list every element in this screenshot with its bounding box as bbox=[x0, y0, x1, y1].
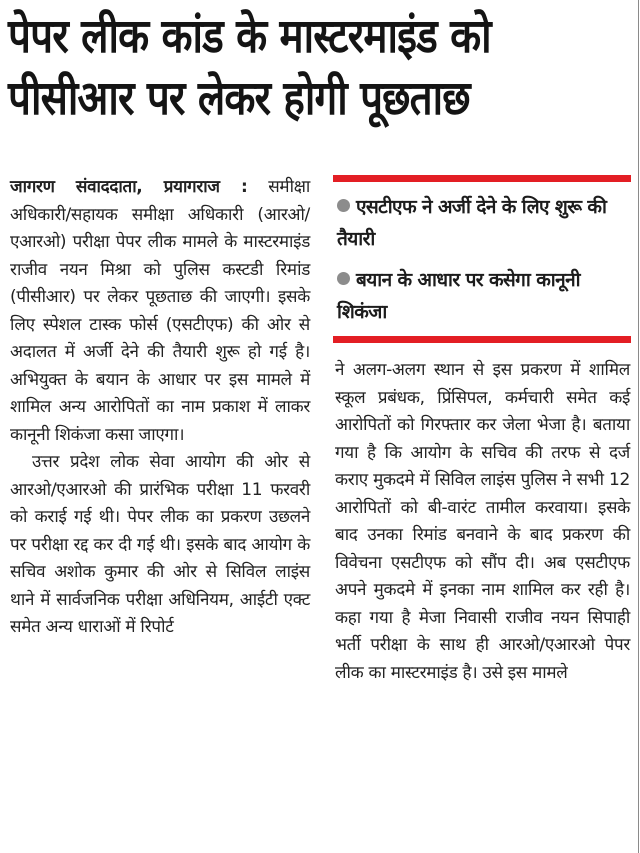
red-divider-bottom bbox=[333, 336, 631, 343]
page-border bbox=[638, 0, 639, 853]
headline-line-1: पेपर लीक कांड के मास्टरमाइंड को bbox=[8, 9, 491, 64]
byline: जागरण संवाददाता, प्रयागराज : bbox=[10, 177, 248, 197]
article-column-left bbox=[10, 174, 310, 642]
bullet-dot-icon bbox=[337, 199, 350, 212]
headline-line-2: पीसीआर पर लेकर होगी पूछताछ bbox=[8, 71, 470, 126]
highlight-item bbox=[337, 264, 627, 328]
article-column-right bbox=[335, 357, 630, 687]
highlights-box bbox=[333, 175, 631, 343]
paragraph-text: समीक्षा अधिकारी/सहायक समीक्षा अधिकारी (आरओ/एआरओ) परीक्षा पेपर लीक मामले के मास्टरमाइंड राजीव नयन मिश्रा को पुलिस कस्टडी रिमांड (पीसीआर) पर लेकर पूछताछ की जाएगी। इसके लिए स्पेशल टास्क फोर्स (एसटीएफ) की ओर से अदालत में अर्जी देने की तैयारी शुरू हो गई है। अभियुक्त के बयान के आधार पर इस मामले में शामिल अन्य आरोपितों का नाम प्रकाश में लाकर कानूनी शिकंजा कसा जाएगा। bbox=[10, 177, 310, 445]
highlight-text: एसटीएफ ने अर्जी देने के लिए शुरू की तैयारी bbox=[337, 196, 607, 250]
article-paragraph: उत्तर प्रदेश लोक सेवा आयोग की ओर से आरओ/एआरओ की प्रारंभिक परीक्षा 11 फरवरी को कराई गई थी। पेपर लीक का प्रकरण उछलने पर परीक्षा रद्द कर दी गई थी। इसके बाद आयोग के सचिव अशोक कुमार की ओर से सिविल लाइंस थाने में सार्वजनिक परीक्षा अधिनियम, आईटी एक्ट समेत अन्य धाराओं में रिपोर्ट bbox=[10, 452, 310, 637]
bullet-dot-icon bbox=[337, 272, 350, 285]
article-paragraph bbox=[10, 174, 310, 449]
headline bbox=[8, 6, 545, 130]
highlight-item bbox=[337, 191, 627, 255]
highlight-text: बयान के आधार पर कसेगा कानूनी शिकंजा bbox=[337, 269, 580, 323]
red-divider-top bbox=[333, 175, 631, 182]
article-paragraph: ने अलग-अलग स्थान से इस प्रकरण में शामिल स्कूल प्रबंधक, प्रिंसिपल, कर्मचारी समेत कई आरोपितों को गिरफ्तार कर जेला भेजा है। बताया गया है कि आयोग के सचिव की तरफ से दर्ज कराए मुकदमे में सिविल लाइंस पुलिस ने सभी 12 आरोपितों को बी-वारंट तामील करवाया। इसके बाद उनका रिमांड बनवाने के बाद प्रकरण की विवेचना एसटीएफ को सौंप दी। अब एसटीएफ अपने मुकदमे में इनका नाम शामिल कर रही है। कहा गया है मेजा निवासी राजीव नयन सिपाही भर्ती परीक्षा के साथ ही आरओ/एआरओ पेपर लीक का मास्टरमाइंड है। उसे इस मामले bbox=[335, 360, 630, 683]
